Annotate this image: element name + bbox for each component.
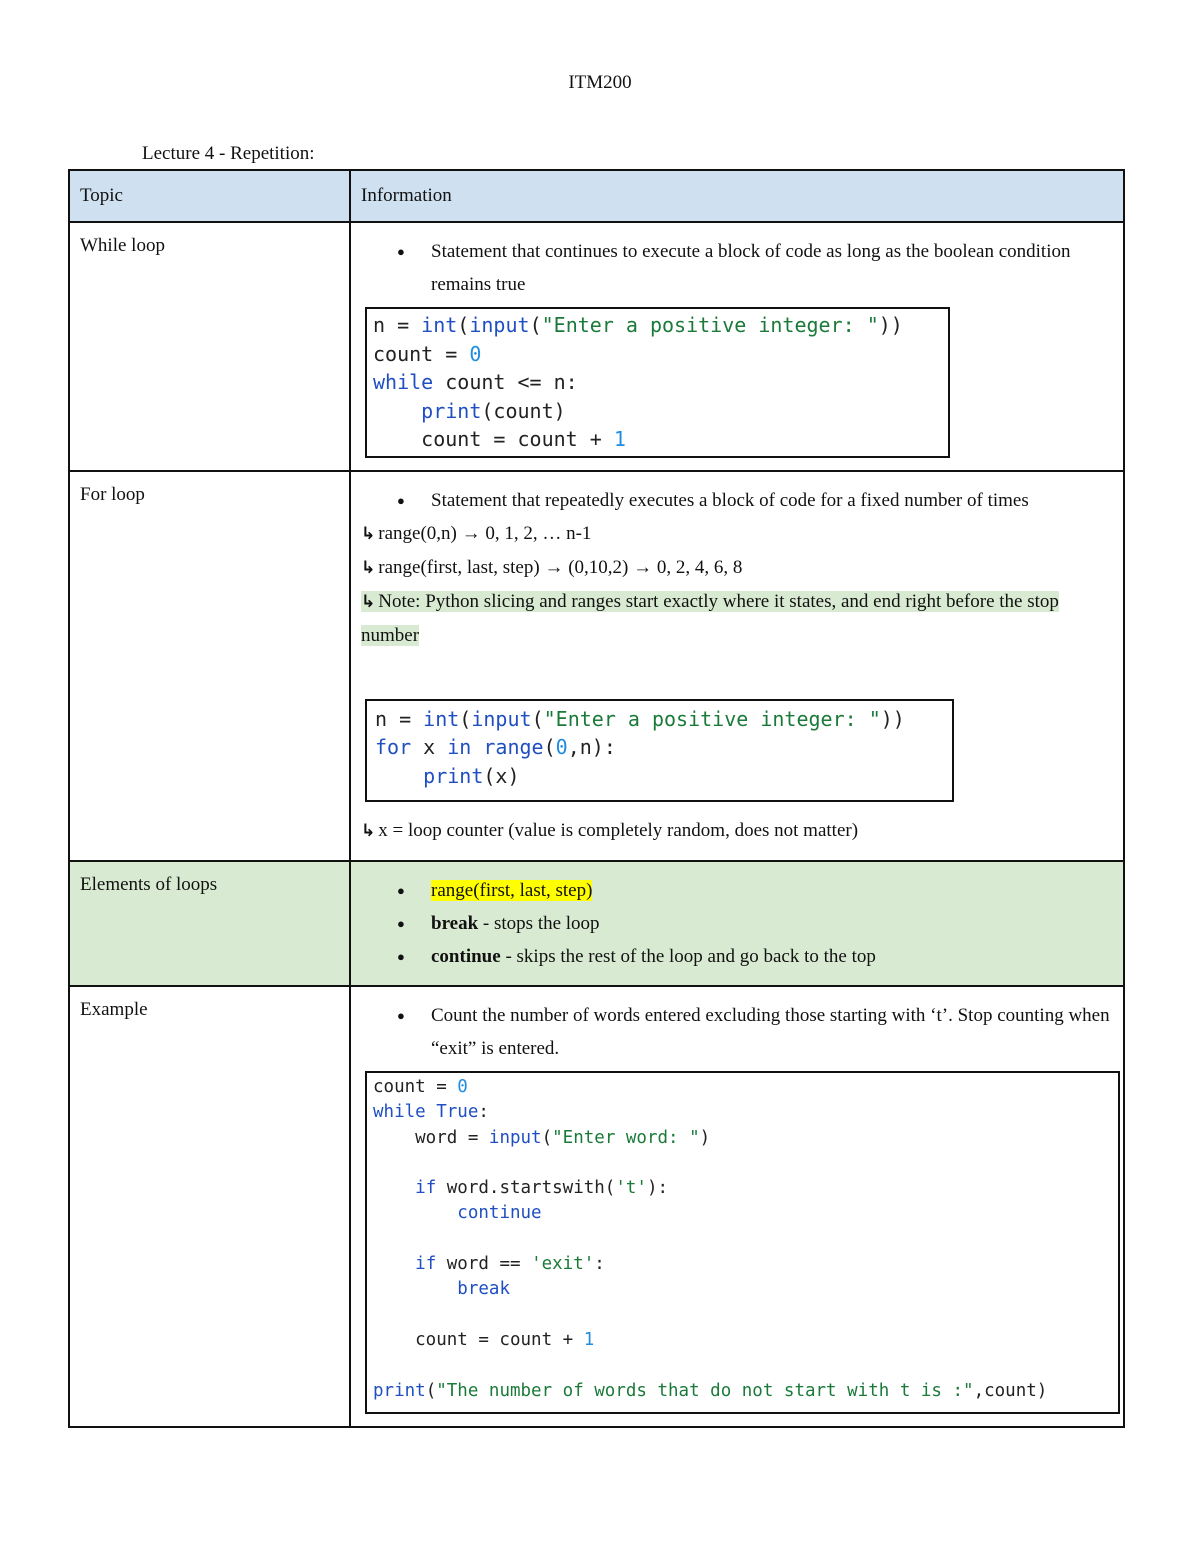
- code-line: print(x): [423, 763, 520, 788]
- topic-example: Example: [69, 986, 350, 1427]
- list-item: ● Statement that continues to execute a block of code as long as the boolean condition remains true: [431, 235, 1113, 301]
- page-header: ITM200: [568, 72, 632, 93]
- topic-while-loop: While loop: [69, 222, 350, 471]
- info-while-loop: [350, 222, 1124, 471]
- column-header-information: Information: [350, 170, 1124, 222]
- code-line: print("The number of words that do not start with t is :",count): [373, 1380, 1048, 1401]
- code-line: word = input("Enter word: "): [373, 1127, 711, 1148]
- code-block-while: [365, 307, 950, 458]
- code-line: count = 0: [373, 1077, 468, 1097]
- code-line: while True:: [373, 1102, 489, 1123]
- list-item: ● break - stops the loop: [431, 907, 1113, 940]
- table-row: [69, 471, 1124, 862]
- code-line: count = 0: [373, 341, 482, 366]
- code-block-example: [365, 1071, 1120, 1414]
- list-item: ● Count the number of words entered excluding those starting with ‘t’. Stop counting when “exit” is entered.: [431, 999, 1113, 1065]
- table-row: [69, 222, 1124, 471]
- code-line: for x in range(0,n):: [375, 735, 616, 759]
- topic-elements-of-loops: Elements of loops: [69, 861, 350, 986]
- range-line-2: ↳ range(first, last, step) → (0,10,2) → 0, 2, 4, 6, 8: [361, 556, 743, 578]
- doc-title: Lecture 4 - Repetition:: [142, 143, 315, 164]
- notes-table: [68, 169, 1125, 1428]
- table-header-row: [69, 170, 1124, 222]
- return-arrow-icon: ↳: [361, 557, 376, 578]
- return-arrow-icon: ↳: [361, 591, 376, 612]
- code-line: if word == 'exit':: [415, 1254, 605, 1275]
- column-header-topic: Topic: [69, 170, 350, 222]
- return-arrow-icon: ↳: [361, 821, 376, 841]
- code-block-for: [365, 699, 954, 803]
- code-line: count = count + 1: [373, 427, 626, 451]
- code-line: n = int(input("Enter a positive integer: ")): [373, 313, 903, 337]
- table-row: [69, 986, 1124, 1427]
- code-line: while count <= n:: [373, 370, 578, 394]
- code-line: break: [457, 1279, 510, 1300]
- table-row: [69, 861, 1124, 986]
- code-line: continue: [457, 1203, 542, 1224]
- code-line: n = int(input("Enter a positive integer: ")): [375, 706, 905, 731]
- info-for-loop: [350, 471, 1124, 862]
- code-line: print(count): [421, 398, 566, 423]
- range-line-1: ↳ range(0,n) → 0, 1, 2, … n-1: [361, 522, 592, 544]
- list-item: ● range(first, last, step): [431, 874, 1113, 907]
- code-line: if word.startswith('t'):: [415, 1178, 669, 1199]
- list-item: ● continue - skips the rest of the loop and go back to the top: [431, 940, 1113, 973]
- info-elements-of-loops: [350, 861, 1124, 986]
- list-item: ● Statement that repeatedly executes a block of code for a fixed number of times: [431, 484, 1113, 517]
- topic-for-loop: For loop: [69, 471, 350, 862]
- code-line: count = count + 1: [373, 1329, 595, 1350]
- loop-counter-line: ↳ x = loop counter (value is completely random, does not matter): [361, 820, 859, 841]
- return-arrow-icon: ↳: [361, 523, 376, 544]
- info-example: [350, 986, 1124, 1427]
- range-note: ↳ Note: Python slicing and ranges start exactly where it states, and end right before the stop number: [361, 590, 1059, 646]
